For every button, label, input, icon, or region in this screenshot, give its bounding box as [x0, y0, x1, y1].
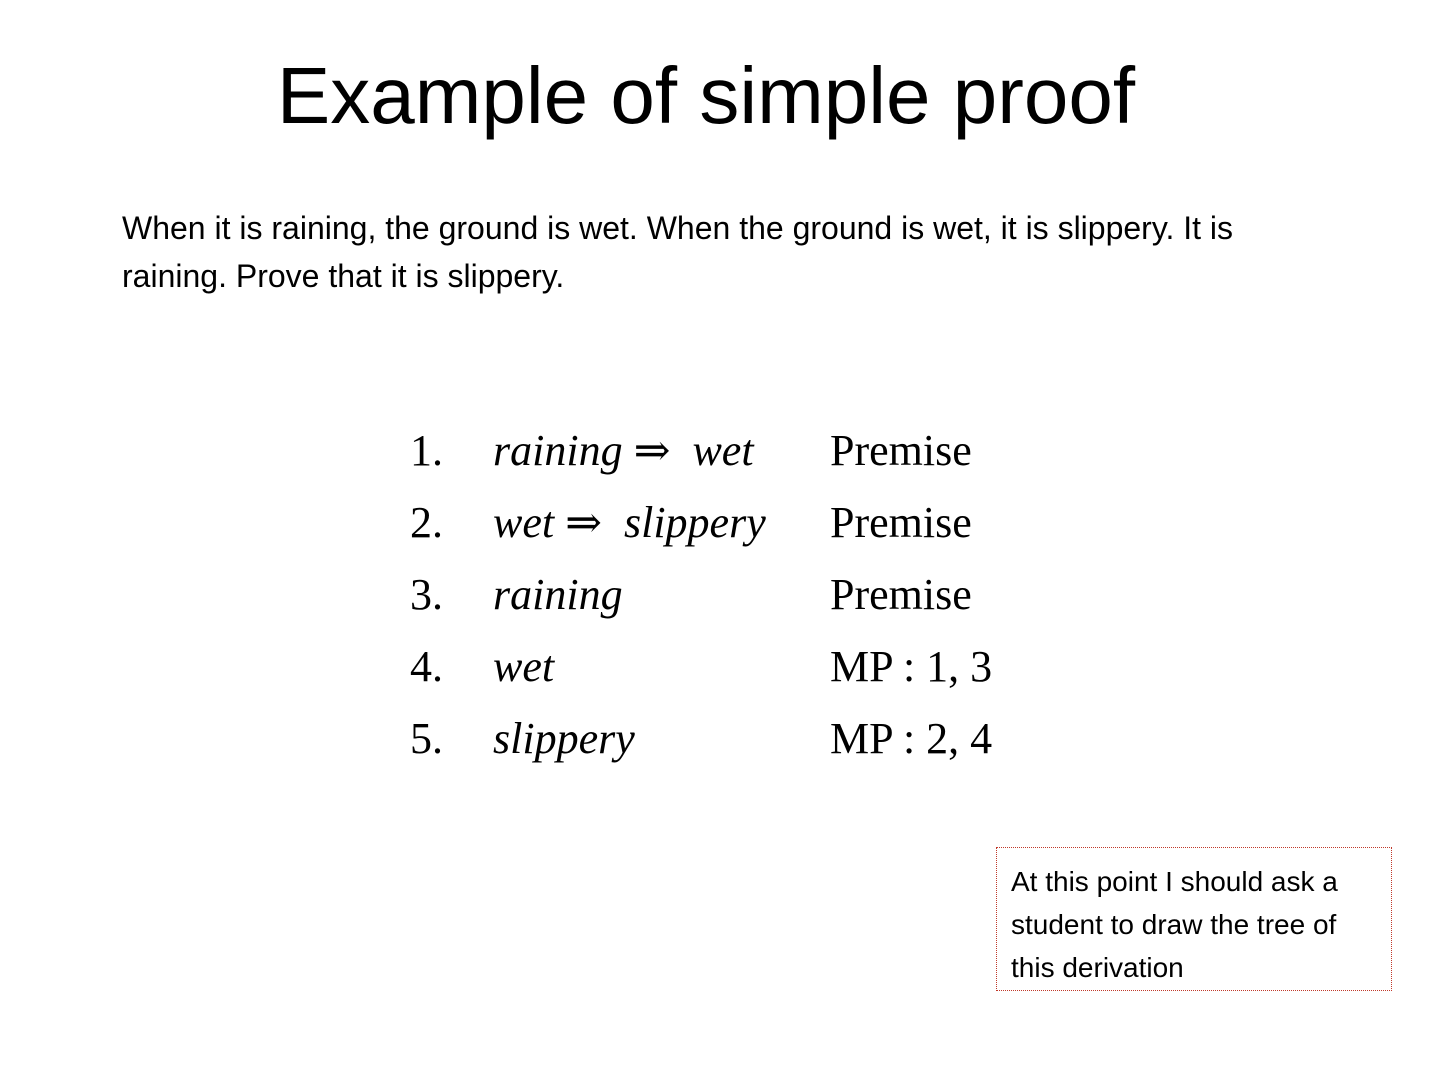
formula-left: raining — [493, 570, 623, 619]
formula-right: wet — [692, 426, 754, 475]
justification: Premise — [830, 498, 972, 547]
implies-symbol: ⇒ — [565, 498, 602, 547]
line-number: 5. — [410, 714, 443, 763]
formula — [493, 637, 554, 697]
problem-statement: When it is raining, the ground is wet. When the ground is wet, it is slippery. It is raining. Prove that it is slippery. — [122, 210, 1234, 294]
justification: MP : 1, 3 — [830, 642, 993, 691]
line-number: 4. — [410, 642, 443, 691]
formula — [493, 565, 623, 625]
proof-line — [0, 421, 1440, 481]
justification: MP : 2, 4 — [830, 714, 993, 763]
formula-left: slippery — [493, 714, 635, 763]
formula-left: wet — [493, 642, 555, 691]
formula — [493, 709, 635, 769]
justification: Premise — [830, 426, 972, 475]
line-number: 2. — [410, 498, 443, 547]
formula-left: raining — [493, 426, 623, 475]
formula — [493, 421, 754, 481]
line-number: 1. — [410, 426, 443, 475]
proof-line — [0, 493, 1440, 553]
justification: Premise — [830, 570, 972, 619]
proof-line — [0, 637, 1440, 697]
proof-line — [0, 709, 1440, 769]
slide-title: Example of simple proof — [276, 51, 1136, 140]
formula-right: slippery — [623, 498, 766, 547]
formula-left: wet — [493, 498, 555, 547]
formula — [493, 493, 766, 553]
implies-symbol: ⇒ — [633, 426, 671, 475]
line-number: 3. — [410, 570, 443, 619]
proof-line — [0, 565, 1440, 625]
speaker-note-box: At this point I should ask a student to draw the tree of this derivation — [996, 847, 1392, 991]
